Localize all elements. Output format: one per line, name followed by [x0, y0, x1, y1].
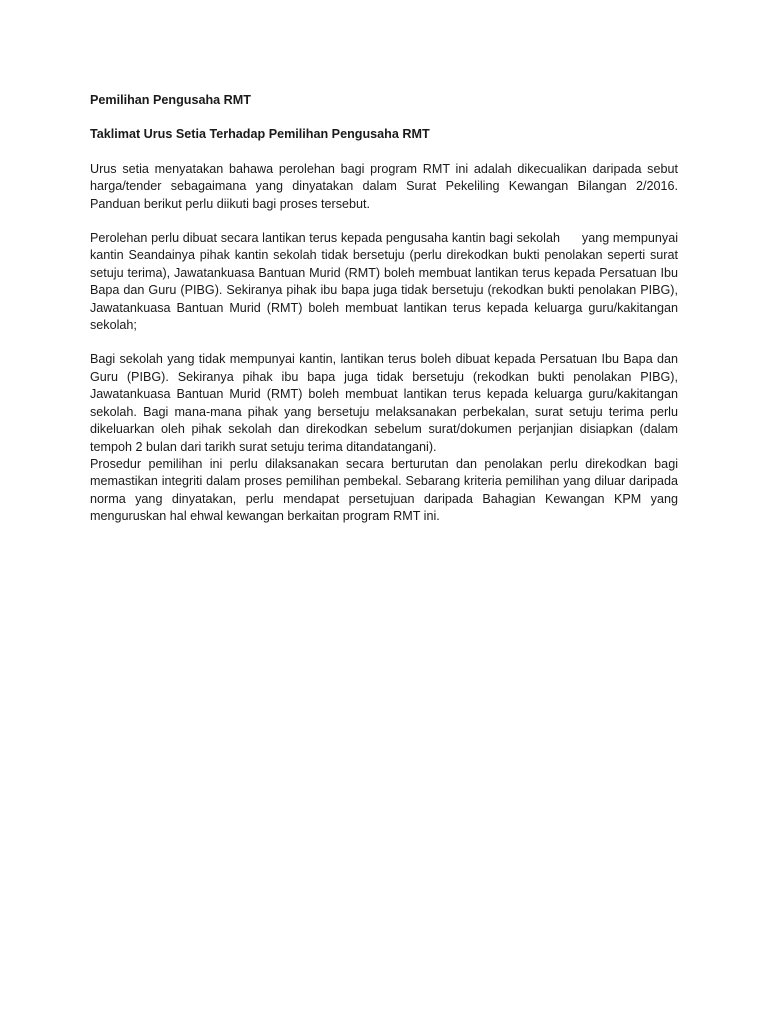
- document-page: [90, 92, 682, 526]
- paragraph-1: Urus setia menyatakan bahawa perolehan bagi program RMT ini adalah dikecualikan daripada sebut harga/tender sebagaimana yang dinyatakan dalam Surat Pekeliling Kewangan Bilangan 2/2016. Panduan berikut perlu diikuti bagi proses tersebut.: [90, 161, 678, 211]
- paragraph-4: Prosedur pemilihan ini perlu dilaksanakan secara berturutan dan penolakan perlu direkodkan bagi memastikan integriti dalam proses pemilihan pembekal. Sebarang kriteria pemilihan yang diluar daripada norma yang dinyatakan, perlu mendapat persetujuan daripada Bahagian Kewangan KPM yang menguruskan hal ehwal kewangan berkaitan program RMT ini.: [90, 456, 678, 524]
- document-title: Pemilihan Pengusaha RMT: [90, 93, 251, 107]
- paragraph-2: Perolehan perlu dibuat secara lantikan terus kepada pengusaha kantin bagi sekolah yang mempunyai kantin Seandainya pihak kantin sekolah tidak bersetuju (perlu direkodkan bukti penolakan seperti surat setuju terima), Jawatankuasa Bantuan Murid (RMT) boleh membuat lantikan terus kepada Persatuan Ibu Bapa dan Guru (PIBG). Sekiranya pihak ibu bapa juga tidak bersetuju (rekodkan bukti penolakan PIBG), Jawatankuasa Bantuan Murid (RMT) boleh membuat lantikan terus kepada keluarga guru/kakitangan sekolah;: [90, 231, 682, 333]
- paragraph-3: Bagi sekolah yang tidak mempunyai kantin, lantikan terus boleh dibuat kepada Persatuan Ibu Bapa dan Guru (PIBG). Sekiranya pihak ibu bapa juga tidak bersetuju (rekodkan bukti penolakan PIBG), Jawatankuasa Bantuan Murid (RMT) boleh membuat lantikan terus kepada keluarga guru/kakitangan sekolah. Bagi mana-mana pihak yang bersetuju melaksanakan perbekalan, surat setuju terima perlu dikeluarkan oleh pihak sekolah dan direkodkan sebelum surat/dokumen perjanjian disiapkan (dalam tempoh 2 bulan dari tarikh surat setuju terima ditandatangani).: [90, 352, 678, 454]
- document-subtitle: Taklimat Urus Setia Terhadap Pemilihan Pengusaha RMT: [90, 127, 430, 142]
